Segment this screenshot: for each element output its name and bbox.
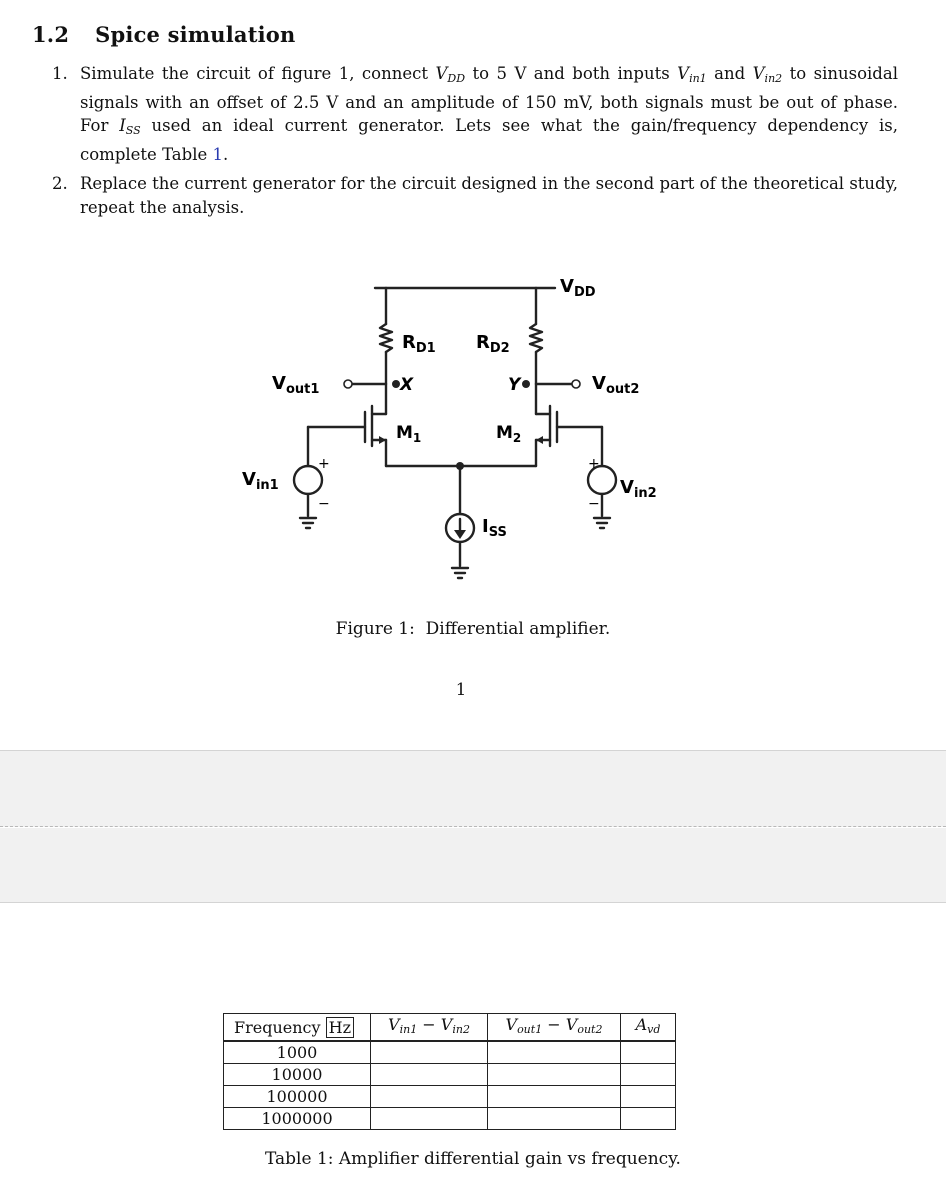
cell-vin bbox=[371, 1086, 488, 1108]
table-caption-text: Amplifier differential gain vs frequency. bbox=[338, 1149, 681, 1169]
ground-symbol bbox=[300, 518, 610, 578]
iss-label: $I_{SS}$ bbox=[482, 516, 507, 540]
differential-amplifier-schematic bbox=[230, 262, 700, 602]
cell-avd bbox=[621, 1108, 676, 1130]
table-row bbox=[224, 1041, 676, 1064]
vdd-symbol: $V_{DD}$ bbox=[435, 64, 466, 85]
node-x bbox=[392, 380, 400, 388]
text-run: used an ideal current generator. Lets see what the gain/frequency dependency is, complete Table bbox=[80, 116, 898, 164]
vout2-terminal bbox=[572, 380, 580, 388]
vdd-label: $V_{DD}$ bbox=[560, 276, 596, 300]
table-header-row bbox=[224, 1014, 676, 1042]
vin1-label: $V_{in1}$ bbox=[242, 469, 279, 493]
list-item bbox=[52, 62, 898, 166]
vin2-minus: − bbox=[588, 496, 600, 512]
vin1-plus: + bbox=[318, 456, 330, 472]
vout1-terminal bbox=[344, 380, 352, 388]
header-avd: $A_{vd}$ bbox=[621, 1014, 676, 1042]
vout2-label: $V_{out2}$ bbox=[592, 373, 640, 397]
header-vout-diff: $V_{out1} - V_{out2}$ bbox=[488, 1014, 621, 1042]
table-row bbox=[224, 1064, 676, 1086]
vin1-minus: − bbox=[318, 496, 330, 512]
x-label: X bbox=[400, 375, 414, 395]
rd2-resistor bbox=[530, 324, 542, 352]
figure-caption-text: Differential amplifier. bbox=[425, 619, 611, 639]
list-item-index: 2. bbox=[52, 174, 68, 193]
cell-vin bbox=[371, 1108, 488, 1130]
m1-label: $M_1$ bbox=[396, 423, 422, 445]
table-caption bbox=[0, 1149, 946, 1169]
section-heading bbox=[32, 22, 295, 47]
vout1-label: $V_{out1}$ bbox=[272, 373, 320, 397]
table-row bbox=[224, 1086, 676, 1108]
cell-vout bbox=[488, 1086, 621, 1108]
list-item bbox=[52, 172, 898, 219]
text-run: to sinusoidal signals with an offset of 2.5 V and an amplitude of 150 mV, both signals must be out of phase. For bbox=[80, 64, 898, 135]
cell-frequency: 1000 bbox=[224, 1041, 371, 1064]
cell-vout bbox=[488, 1041, 621, 1064]
cell-vin bbox=[371, 1064, 488, 1086]
cell-frequency: 100000 bbox=[224, 1086, 371, 1108]
figure-caption-prefix: Figure 1: bbox=[335, 619, 415, 639]
page-gap-bottom bbox=[0, 828, 946, 903]
cell-frequency: 10000 bbox=[224, 1064, 371, 1086]
vin2-label: $V_{in2}$ bbox=[620, 477, 657, 501]
m2-label: $M_2$ bbox=[496, 423, 522, 445]
text-run: and bbox=[706, 64, 753, 83]
rd1-label: $R_{D1}$ bbox=[402, 332, 436, 356]
text-run: Simulate the circuit of figure 1, connect bbox=[80, 64, 436, 83]
gain-table bbox=[223, 1013, 676, 1130]
section-title: Spice simulation bbox=[95, 22, 296, 47]
cell-vout bbox=[488, 1064, 621, 1086]
table-caption-prefix: Table 1: bbox=[265, 1149, 334, 1169]
vin2-plus: + bbox=[588, 456, 600, 472]
cell-avd bbox=[621, 1064, 676, 1086]
table-row bbox=[224, 1108, 676, 1130]
cell-avd bbox=[621, 1041, 676, 1064]
rd2-label: $R_{D2}$ bbox=[476, 332, 510, 356]
figure-caption bbox=[0, 619, 946, 639]
vin2-symbol: $V_{in2}$ bbox=[752, 64, 783, 85]
page-gap-top bbox=[0, 750, 946, 827]
y-label: Y bbox=[508, 375, 521, 395]
section-number: 1.2 bbox=[32, 22, 70, 47]
rd1-resistor bbox=[380, 324, 392, 352]
cell-vin bbox=[371, 1041, 488, 1064]
header-vin-diff: $V_{in1} - V_{in2}$ bbox=[371, 1014, 488, 1042]
list-item-body bbox=[80, 62, 898, 166]
cell-frequency: 1000000 bbox=[224, 1108, 371, 1130]
table-reference-link[interactable]: 1 bbox=[212, 144, 223, 164]
list-item-index: 1. bbox=[52, 64, 68, 83]
header-frequency: Frequency Hz bbox=[224, 1014, 371, 1042]
iss-symbol: $I_{SS}$ bbox=[119, 116, 141, 137]
list-item-body: Replace the current generator for the circuit designed in the second part of the theoretical study, repeat the analysis. bbox=[80, 174, 898, 217]
page-break-divider bbox=[0, 826, 946, 827]
vin1-symbol: $V_{in1}$ bbox=[677, 64, 707, 85]
cell-avd bbox=[621, 1086, 676, 1108]
page-number: 1 bbox=[455, 680, 467, 699]
text-run: to 5 V and both inputs bbox=[465, 64, 678, 83]
cell-vout bbox=[488, 1108, 621, 1130]
text-run: . bbox=[222, 144, 229, 164]
node-y bbox=[522, 380, 530, 388]
tail-node bbox=[456, 462, 464, 470]
